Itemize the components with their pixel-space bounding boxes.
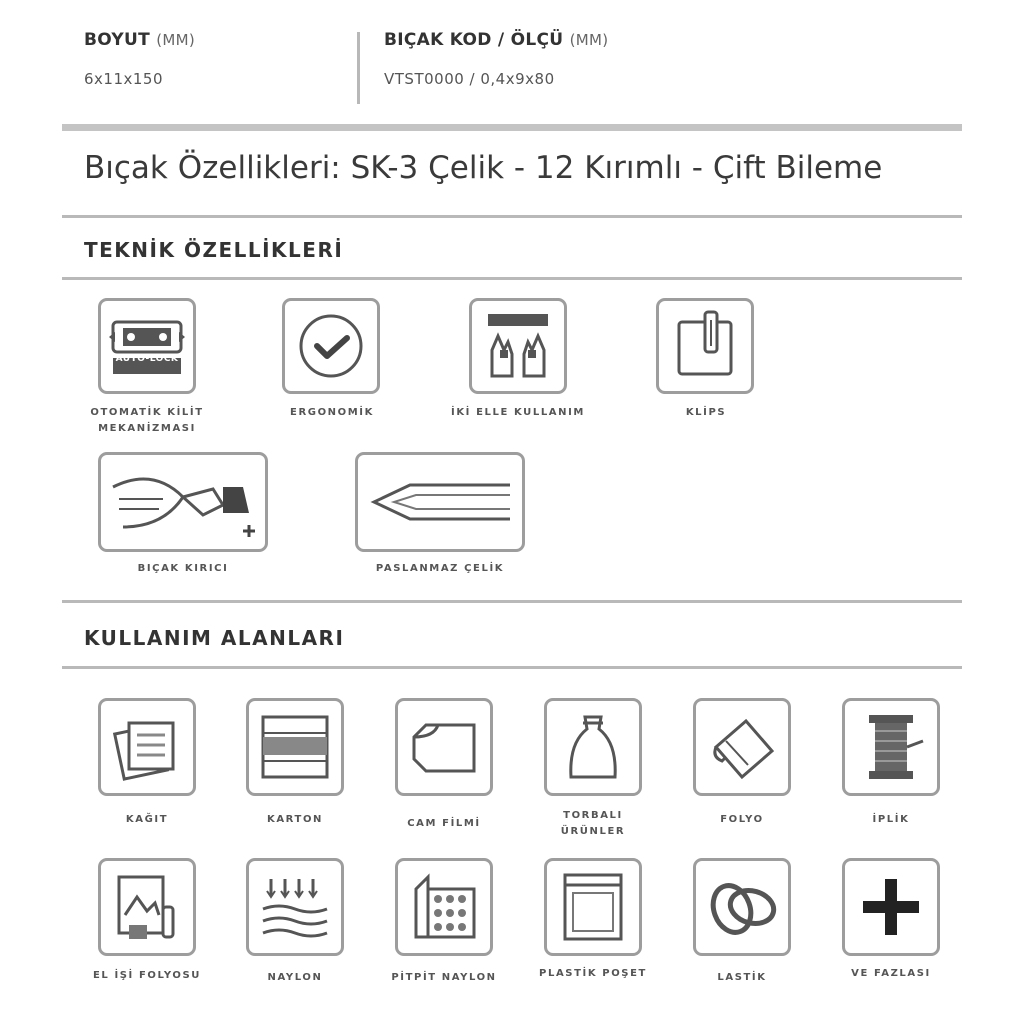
usage-item-bagged-products [544, 698, 642, 796]
craft-foil-icon [107, 867, 187, 947]
top-divider [62, 124, 962, 131]
auto-lock-badge-wrap [98, 351, 196, 367]
usage-caption-bagged-products: TORBALI ÜRÜNLER [560, 810, 626, 837]
headline-divider [62, 215, 962, 218]
blade-unit: (MM) [569, 31, 609, 49]
headline-value: SK-3 Çelik - 12 Kırımlı - Çift Bileme [350, 150, 883, 186]
clip-icon [665, 306, 745, 386]
usage-caption-thread: İPLİK [872, 814, 910, 825]
blade-breaker-icon [103, 457, 263, 547]
tech-caption-two-hands: İKİ ELLE KULLANIM [451, 407, 585, 418]
thread-icon [851, 707, 931, 787]
tech-item-ergonomic [282, 298, 380, 394]
tech-caption-auto-lock: OTOMATİK KİLİT MEKANİZMASI [90, 407, 204, 434]
nylon-icon [255, 867, 335, 947]
tech-item-two-hands [469, 298, 567, 394]
usage-item-craft-foil [98, 858, 196, 956]
window-film-icon [404, 707, 484, 787]
size-value: 6x11x150 [84, 70, 164, 88]
tech-item-stainless-steel [355, 452, 525, 552]
usage-section-title: KULLANIM ALANLARI [84, 626, 345, 650]
auto-lock-icon [107, 306, 187, 386]
ergonomic-check-icon [291, 306, 371, 386]
headline-prefix: Bıçak Özellikleri: [84, 150, 351, 186]
usage-item-rubber-band [693, 858, 791, 956]
usage-item-plus [842, 858, 940, 956]
tech-item-clip [656, 298, 754, 394]
stainless-steel-icon [360, 457, 520, 547]
rubber-band-icon [702, 867, 782, 947]
usage-item-nylon [246, 858, 344, 956]
usage-caption-bubble-wrap: PİTPİT NAYLON [391, 972, 497, 983]
technical-divider [62, 277, 962, 280]
usage-caption-plastic-bag: PLASTİK POŞET [539, 968, 647, 979]
two-hands-icon [478, 306, 558, 386]
tech-caption-ergonomic: ERGONOMİK [290, 407, 374, 418]
cardboard-icon [255, 707, 335, 787]
usage-item-plastic-bag [544, 858, 642, 956]
size-unit: (MM) [156, 31, 196, 49]
bubble-wrap-icon [404, 867, 484, 947]
bagged-products-icon [553, 707, 633, 787]
blade-label: BIÇAK KOD / ÖLÇÜ (MM) [384, 30, 609, 50]
paper-icon [107, 707, 187, 787]
usage-caption-craft-foil: EL İŞİ FOLYOSU [92, 970, 202, 981]
plastic-bag-icon [553, 867, 633, 947]
tech-caption-blade-breaker: BIÇAK KIRICI [137, 563, 229, 574]
usage-caption-window-film: CAM FİLMİ [407, 818, 481, 829]
usage-item-paper [98, 698, 196, 796]
usage-item-window-film [395, 698, 493, 796]
tech-item-blade-breaker [98, 452, 268, 552]
usage-item-thread [842, 698, 940, 796]
blade-features-headline [84, 150, 882, 186]
usage-caption-plus: VE FAZLASI [851, 968, 931, 979]
usage-top-divider [62, 600, 962, 603]
usage-caption-foil: FOLYO [720, 814, 764, 825]
tech-item-auto-lock [98, 298, 196, 394]
usage-caption-paper: KAĞIT [125, 814, 169, 825]
technical-section-title: TEKNİK ÖZELLİKLERİ [84, 238, 344, 262]
usage-item-bubble-wrap [395, 858, 493, 956]
size-label: BOYUT (MM) [84, 30, 196, 50]
blade-value: VTST0000 / 0,4x9x80 [384, 70, 555, 88]
tech-caption-stainless-steel: PASLANMAZ ÇELİK [375, 563, 505, 574]
usage-item-foil [693, 698, 791, 796]
usage-divider [62, 666, 962, 669]
usage-caption-rubber-band: LASTİK [717, 972, 767, 983]
usage-caption-cardboard: KARTON [266, 814, 324, 825]
usage-caption-nylon: NAYLON [267, 972, 323, 983]
spec-divider [357, 32, 360, 104]
usage-item-cardboard [246, 698, 344, 796]
tech-caption-clip: KLİPS [685, 407, 727, 418]
foil-icon [702, 707, 782, 787]
plus-icon [851, 867, 931, 947]
auto-lock-badge: AUTO-LOCK [115, 354, 179, 364]
